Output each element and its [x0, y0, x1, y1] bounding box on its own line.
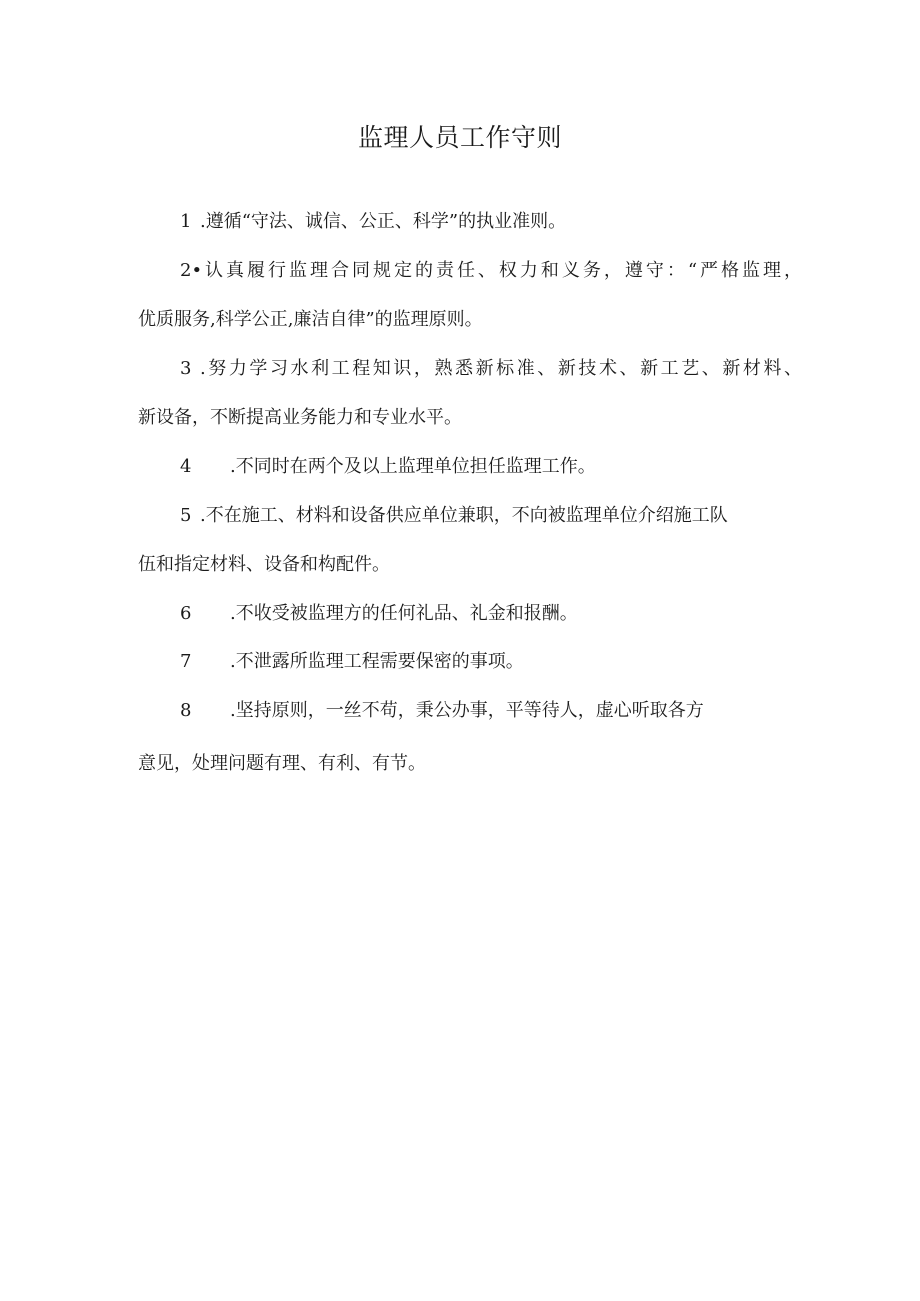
- rule-item-8: [180, 697, 704, 725]
- rule-text: 新设备，不断提高业务能力和专业水平。: [138, 407, 462, 428]
- rule-text: .不在施工、材料和设备供应单位兼职，不向被监理单位介绍施工队: [200, 505, 728, 526]
- rule-number: 6: [180, 603, 192, 624]
- rule-text: 伍和指定材料、设备和构配件。: [138, 554, 390, 575]
- rule-number: 4: [180, 456, 192, 477]
- rule-item-4: [180, 453, 596, 481]
- rule-item-6: [180, 600, 578, 628]
- rule-item-8-continued: [138, 750, 426, 778]
- rule-item-2: [180, 257, 802, 285]
- rule-item-2-continued: [138, 306, 483, 334]
- rule-number: 7: [180, 651, 192, 672]
- rule-item-1: [180, 208, 566, 236]
- rule-item-7: [180, 648, 524, 676]
- rule-item-5-continued: [138, 551, 390, 579]
- rule-text: .不泄露所监理工程需要保密的事项。: [230, 651, 524, 672]
- rule-text: •认真履行监理合同规定的责任、权力和义务，遵守：“严格监理，: [191, 260, 802, 281]
- rule-text: .坚持原则，一丝不苟，秉公办事，平等待人，虚心听取各方: [230, 700, 704, 721]
- rule-item-3-continued: [138, 404, 462, 432]
- rule-text: .不同时在两个及以上监理单位担任监理工作。: [230, 456, 596, 477]
- rule-number: 3: [180, 358, 192, 379]
- rule-text: .遵循“守法、诚信、公正、科学”的执业准则。: [200, 211, 567, 232]
- rule-item-3: [180, 355, 802, 383]
- rule-text: .努力学习水利工程知识，熟悉新标准、新技术、新工艺、新材料、: [200, 358, 802, 379]
- rule-number: 8: [180, 700, 192, 721]
- rule-item-5: [180, 502, 728, 530]
- rule-number: 1: [180, 211, 192, 232]
- rule-text: 意见，处理问题有理、有利、有节。: [138, 753, 426, 774]
- rule-number: 5: [180, 505, 192, 526]
- rule-number: 2: [180, 260, 192, 281]
- page-title: 监理人员工作守则: [357, 123, 562, 152]
- rule-text: 优质服务,科学公正,廉洁自律”的监理原则。: [138, 309, 483, 330]
- rule-text: .不收受被监理方的任何礼品、礼金和报酬。: [230, 603, 578, 624]
